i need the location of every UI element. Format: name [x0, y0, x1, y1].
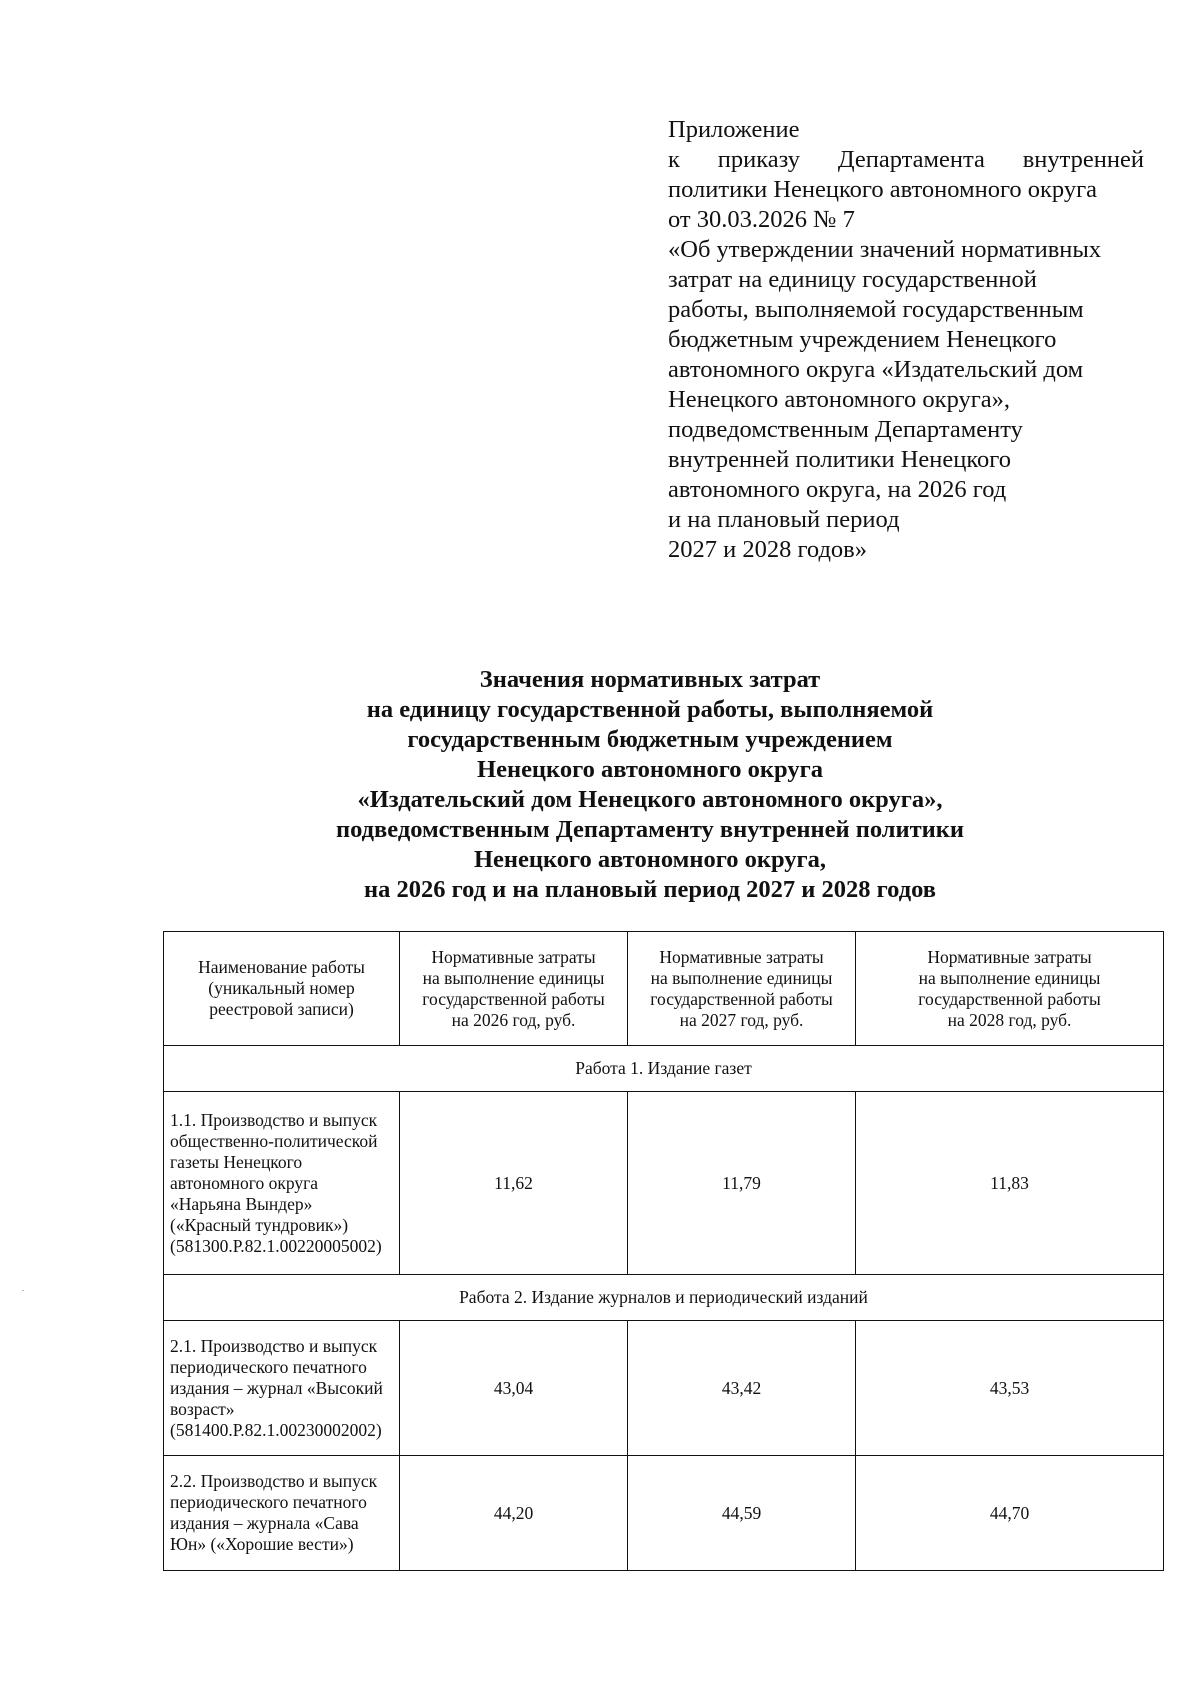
name-line: 1.1. Производство и выпуск [170, 1109, 378, 1130]
name-line: возраст» [170, 1398, 235, 1419]
row-name [164, 1321, 400, 1456]
name-line: 2.1. Производство и выпуск [170, 1335, 378, 1356]
value-2028: 44,70 [856, 1456, 1164, 1571]
appendix-line: затрат на единицу государственной [668, 266, 1037, 293]
header-2027 [628, 932, 856, 1046]
scan-speck [22, 1290, 24, 1291]
row-name [164, 1456, 400, 1571]
appendix-order-date: от 30.03.2026 № 7 [668, 206, 855, 233]
appendix-word: Департамента [837, 146, 985, 173]
value-2027: 11,79 [628, 1092, 856, 1275]
header-2026 [400, 932, 628, 1046]
title-line: государственным бюджетным учреждением [407, 726, 893, 753]
header-line: на 2027 год, руб. [679, 1009, 804, 1030]
row-name [164, 1092, 400, 1275]
group-label: Работа 1. Издание газет [164, 1046, 1164, 1092]
name-line: (581400.Р.82.1.00230002002) [170, 1419, 382, 1440]
appendix-block [668, 115, 1144, 565]
name-line: автономного округа [170, 1172, 319, 1193]
title-line: Ненецкого автономного округа [477, 756, 823, 783]
document-title [150, 665, 1150, 905]
appendix-line: автономного округа «Издательский дом [668, 356, 1084, 383]
header-line: Наименование работы [198, 957, 365, 977]
header-line: на выполнение единицы [422, 967, 605, 988]
name-line: («Красный тундровик») [170, 1214, 349, 1235]
value-2028: 43,53 [856, 1321, 1164, 1456]
header-line: на выполнение единицы [918, 967, 1101, 988]
table-row [164, 1321, 1164, 1456]
name-line: Юн» («Хорошие вести») [170, 1534, 354, 1554]
table-row [164, 1092, 1164, 1275]
appendix-line: внутренней политики Ненецкого [668, 446, 1011, 473]
title-line: подведомственным Департаменту внутренней политики [335, 816, 964, 843]
name-line: издания – журнал «Высокий [170, 1377, 383, 1398]
header-line: государственной работы [650, 988, 833, 1009]
header-line: (уникальный номер [208, 978, 355, 998]
norms-table [163, 931, 1164, 1571]
title-line: на единицу государственной работы, выполняемой [366, 696, 934, 723]
group-row [164, 1275, 1164, 1321]
name-line: периодического печатного [170, 1356, 367, 1377]
appendix-order-line [668, 145, 1144, 175]
appendix-heading: Приложение [668, 116, 800, 143]
header-line: Нормативные затраты [927, 946, 1092, 967]
value-2026: 11,62 [400, 1092, 628, 1275]
value-2028: 11,83 [856, 1092, 1164, 1275]
appendix-line: 2027 и 2028 годов» [668, 536, 868, 563]
appendix-line: и на плановый период [668, 506, 900, 533]
name-line: «Нарьяна Вындер» [170, 1193, 313, 1214]
name-line: 2.2. Производство и выпуск [170, 1471, 378, 1491]
title-line: Значения нормативных затрат [479, 666, 821, 693]
appendix-line: «Об утверждении значений нормативных [668, 236, 1102, 263]
appendix-line: работы, выполняемой государственным [668, 296, 1084, 323]
group-label: Работа 2. Издание журналов и периодический изданий [164, 1275, 1164, 1321]
name-line: (581300.Р.82.1.00220005002) [170, 1235, 382, 1256]
header-line: на 2028 год, руб. [947, 1009, 1072, 1030]
header-line: Нормативные затраты [659, 946, 824, 967]
appendix-line: автономного округа, на 2026 год [668, 476, 1007, 503]
appendix-word: приказу [717, 146, 801, 173]
header-line: государственной работы [918, 988, 1101, 1009]
appendix-word: внутренней [1022, 146, 1144, 173]
appendix-line: бюджетным учреждением Ненецкого [668, 326, 1057, 353]
value-2027: 44,59 [628, 1456, 856, 1571]
header-name [164, 932, 400, 1046]
header-line: на выполнение единицы [650, 967, 833, 988]
appendix-line: подведомственным Департаменту [668, 416, 1023, 443]
name-line: общественно-политической [170, 1130, 378, 1151]
table-header-row [164, 932, 1164, 1046]
appendix-line: Ненецкого автономного округа», [668, 386, 1011, 413]
name-line: газеты Ненецкого [170, 1151, 303, 1172]
title-line: «Издательский дом Ненецкого автономного округа», [357, 786, 943, 813]
value-2026: 43,04 [400, 1321, 628, 1456]
table-row [164, 1456, 1164, 1571]
name-line: издания – журнала «Сава [170, 1513, 359, 1533]
header-2028 [856, 932, 1164, 1046]
header-line: реестровой записи) [209, 999, 354, 1019]
title-line: на 2026 год и на плановый период 2027 и 2028 годов [363, 876, 936, 903]
group-row [164, 1046, 1164, 1092]
header-line: Нормативные затраты [431, 946, 596, 967]
value-2027: 43,42 [628, 1321, 856, 1456]
value-2026: 44,20 [400, 1456, 628, 1571]
title-line: Ненецкого автономного округа, [473, 846, 827, 873]
name-line: периодического печатного [170, 1492, 367, 1512]
header-line: государственной работы [422, 988, 605, 1009]
header-line: на 2026 год, руб. [451, 1009, 576, 1030]
appendix-order-line-2: политики Ненецкого автономного округа [668, 176, 1098, 203]
appendix-word: к [668, 146, 680, 173]
